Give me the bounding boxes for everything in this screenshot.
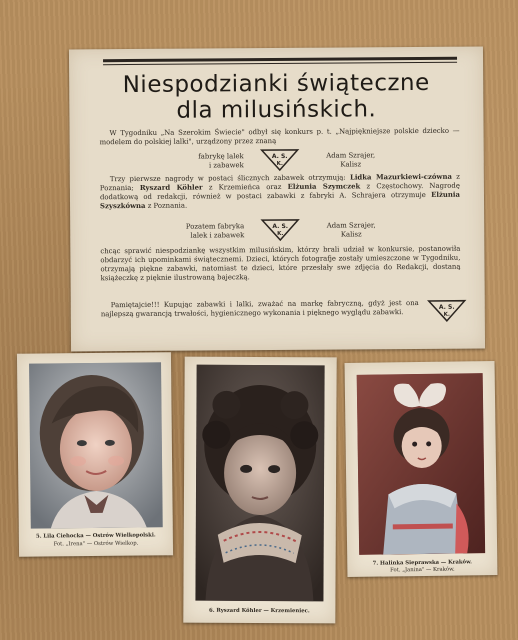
prizes-text-b: z Poznania; [99, 172, 460, 193]
photo-credit-1: Fot. „Irena" — Ostrów Wielkop. [53, 540, 139, 548]
brand2-right-line1: Adam Szrajer, [326, 221, 376, 230]
brand1-left [180, 152, 244, 170]
brand1-right-line2: Kalisz [340, 160, 362, 169]
brand2-right [316, 221, 386, 239]
brand2-left-line2: lalek i zabawek [190, 231, 245, 240]
photo-caption-2: 6. Ryszard Köhler — Krzemieniec. [209, 607, 310, 615]
prizes-text-c: z Krzemieńca oraz [208, 182, 282, 192]
winner-1: Lidka Mazurkiewi-czówna [349, 172, 452, 182]
prizes-text-e: z Poznania. [147, 201, 188, 210]
svg-text:A. S.: A. S. [438, 303, 455, 311]
photo-credit-3: Fot. „Janina" — Kraków. [390, 566, 455, 574]
child-portrait-1 [29, 362, 163, 528]
ask-logo-icon [260, 148, 300, 170]
brand1-left-line1: fabrykę lalek [198, 152, 244, 161]
intro-paragraph: W Tygodniku „Na Szerokim Świecie" odbył się konkurs p. t. „Najpiękniejsze polskie dziecko — modelem do polskiej lalki", urządzony przez znaną [99, 126, 460, 147]
brand2-right-line2: Kalisz [340, 230, 362, 239]
photo-card-3 [345, 361, 498, 577]
winner-3: Elżunia Szymczek [287, 182, 361, 191]
remember-paragraph: Pamiętajcie!!! Kupując zabawki i lalki, zważać na markę fabryczną, gdyż jest ona najlepszą gwarancją trwałości, hygienicznego wykonania i pięknego wyglądu zabawki. [100, 299, 419, 319]
brand1-right-line1: Adam Szrajer, [326, 151, 376, 160]
winner-4: Elżunia Szyszkówna [100, 190, 461, 211]
headline-line-1: Niespodzianki świąteczne [122, 69, 430, 99]
child-portrait-2 [195, 365, 324, 602]
brand2-left [176, 222, 244, 240]
winner-2: Ryszard Köhler [139, 183, 203, 192]
prizes-text-a: Trzy pierwsze nagrody w postaci ślicznych zabawek otrzymują: [109, 173, 346, 184]
headline-line-2: dla milusińskich. [176, 96, 377, 124]
photo-caption-1: 5. Lila Ciehocka — Ostrów Wielkopolski. [35, 532, 156, 540]
brand2-left-line1: Pozatem fabryka [185, 222, 245, 231]
photo-caption-3: 7. Halinka Sieprawska — Kraków. [372, 559, 472, 567]
photo-card-1 [17, 352, 173, 557]
svg-text:A. S.: A. S. [272, 222, 289, 231]
ask-logo-icon [427, 299, 467, 321]
svg-text:K.: K. [276, 160, 283, 168]
ask-logo-icon [260, 218, 300, 240]
top-rule-thin [103, 62, 457, 65]
closing-paragraph: chcąc sprawić niespodziankę wszystkim milusińskim, którzy brali udział w konkursie, postanowiła obdarzyć ich upominkami świątecznemi. Dzieci, których fotografje zostały umieszczone w Tygodniku, otrzymają piękne zabawki, natomiast te dzieci, które przesłały swe zdjęcia do Redakcji, dostaną książeczkę z pięknie ilustrowaną bajeczką. [100, 244, 461, 283]
child-portrait-3 [357, 373, 486, 555]
brand1-right [316, 151, 386, 169]
svg-text:K.: K. [277, 230, 284, 238]
article-clipping [69, 47, 485, 352]
photo-card-2 [183, 357, 336, 624]
svg-text:A. S.: A. S. [271, 152, 288, 161]
svg-text:K.: K. [443, 311, 451, 318]
brand1-left-line2: i zabawek [208, 161, 244, 170]
prizes-paragraph [100, 173, 460, 212]
prizes-text-d: z Częstochowy. Nagrodę dodatkową od redakcji, również w postaci zabawki z fabryki A. Schrajera otrzymuje [99, 181, 460, 202]
